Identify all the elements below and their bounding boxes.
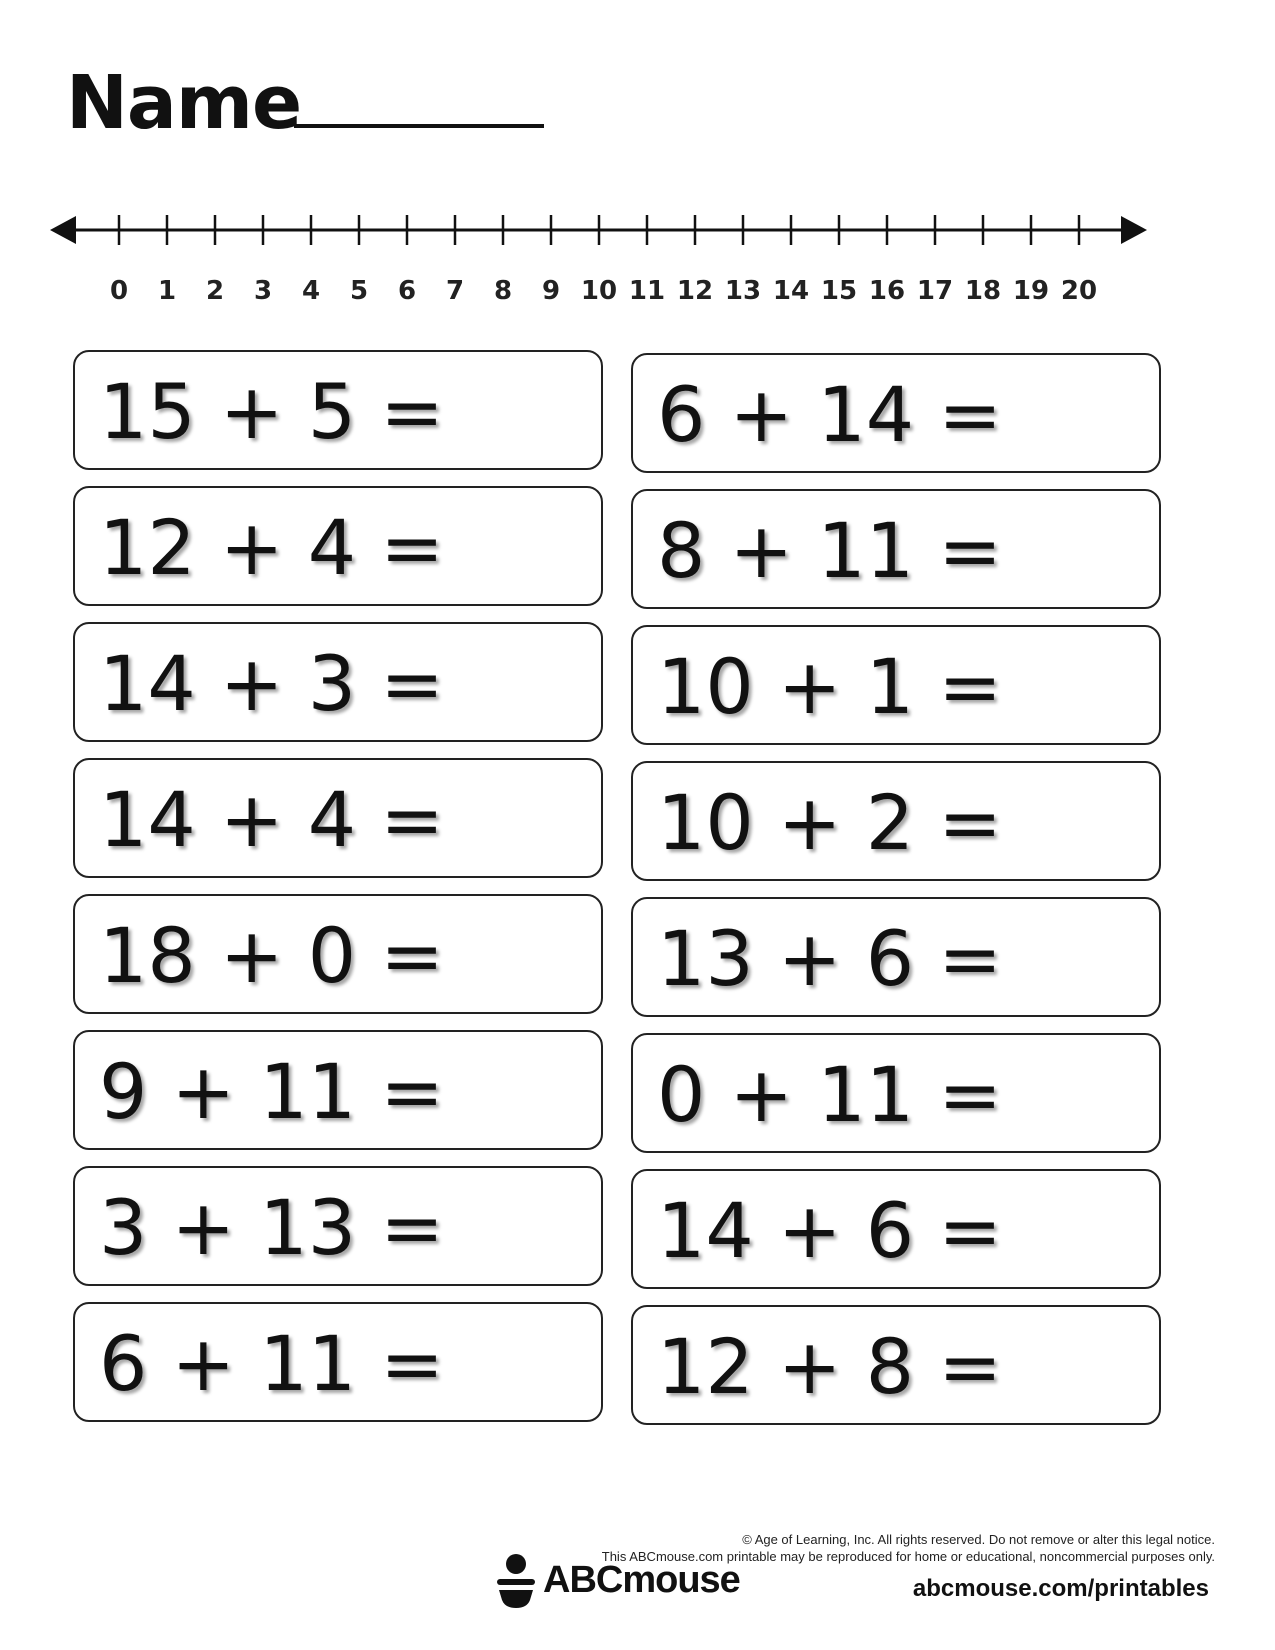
problem-equation: 9 + 11 = (99, 1047, 444, 1136)
number-line-label: 18 (964, 276, 1002, 306)
problem-box-left (73, 1166, 603, 1286)
number-line-label: 14 (772, 276, 810, 306)
number-line-label: 2 (205, 276, 225, 306)
number-line-label: 12 (676, 276, 714, 306)
problem-equation: 6 + 14 = (657, 370, 1002, 459)
abcmouse-logo-icon (495, 1552, 539, 1612)
problem-box-right (631, 489, 1161, 609)
problem-equation: 13 + 6 = (657, 914, 1002, 1003)
number-line-label: 11 (628, 276, 666, 306)
number-line-label: 17 (916, 276, 954, 306)
number-line-label: 1 (157, 276, 177, 306)
problem-equation: 10 + 1 = (657, 642, 1002, 731)
number-line (50, 210, 1210, 310)
problem-box-right (631, 625, 1161, 745)
name-label: Name (66, 60, 302, 146)
number-line-label: 13 (724, 276, 762, 306)
problem-box-left (73, 1302, 603, 1422)
problem-equation: 14 + 6 = (657, 1186, 1002, 1275)
right-arrowhead (1121, 216, 1147, 244)
name-write-line (294, 124, 544, 128)
legal-notice-line-1: © Age of Learning, Inc. All rights reserved. Do not remove or alter this legal notice. (742, 1532, 1215, 1547)
number-line-label: 9 (541, 276, 561, 306)
problem-box-right (631, 353, 1161, 473)
problem-box-right (631, 1305, 1161, 1425)
problem-box-left (73, 350, 603, 470)
problem-equation: 15 + 5 = (99, 367, 444, 456)
problem-equation: 14 + 3 = (99, 639, 444, 728)
legal-notice-line-2: This ABCmouse.com printable may be reproduced for home or educational, noncommercial purposes only. (601, 1549, 1215, 1564)
number-line-label: 3 (253, 276, 273, 306)
problem-box-left (73, 894, 603, 1014)
number-line-label: 4 (301, 276, 321, 306)
problem-box-left (73, 622, 603, 742)
number-line-graphic (50, 210, 1210, 270)
number-line-label: 7 (445, 276, 465, 306)
problem-equation: 0 + 11 = (657, 1050, 1002, 1139)
problem-equation: 14 + 4 = (99, 775, 444, 864)
problem-equation: 6 + 11 = (99, 1319, 444, 1408)
problem-equation: 18 + 0 = (99, 911, 444, 1000)
number-line-label: 20 (1060, 276, 1098, 306)
problem-box-right (631, 1033, 1161, 1153)
problem-equation: 12 + 4 = (99, 503, 444, 592)
number-line-label: 6 (397, 276, 417, 306)
problem-box-left (73, 758, 603, 878)
problem-equation: 8 + 11 = (657, 506, 1002, 595)
abcmouse-logo (495, 1552, 795, 1612)
problem-equation: 3 + 13 = (99, 1183, 444, 1272)
number-line-label: 0 (109, 276, 129, 306)
number-line-label: 15 (820, 276, 858, 306)
left-arrowhead (50, 216, 76, 244)
problem-box-right (631, 761, 1161, 881)
problem-box-right (631, 897, 1161, 1017)
problem-equation: 10 + 2 = (657, 778, 1002, 867)
problem-box-right (631, 1169, 1161, 1289)
number-line-label: 10 (580, 276, 618, 306)
abcmouse-logo-text: ABCmouse (543, 1559, 740, 1601)
printables-url: abcmouse.com/printables (912, 1575, 1209, 1602)
name-row (66, 58, 566, 148)
problem-equation: 12 + 8 = (657, 1322, 1002, 1411)
problem-box-left (73, 1030, 603, 1150)
number-line-label: 8 (493, 276, 513, 306)
problem-box-left (73, 486, 603, 606)
number-line-label: 19 (1012, 276, 1050, 306)
number-line-label: 5 (349, 276, 369, 306)
number-line-label: 16 (868, 276, 906, 306)
